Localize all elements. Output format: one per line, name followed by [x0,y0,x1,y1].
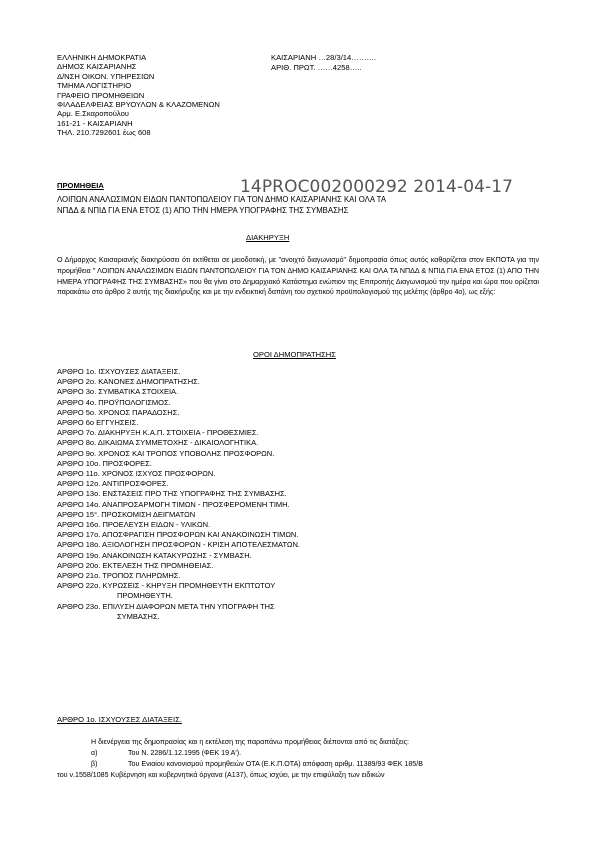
sender-block [57,53,220,138]
article-item: ΑΡΘΡΟ 23ο. ΕΠΙΛΥΣΗ ΔΙΑΦΟΡΩΝ ΜΕΤΑ ΤΗΝ ΥΠΟΓΡΑΦΗ ΤΗΣ [57,601,275,611]
intro-paragraph: Ο Δήμαρχος Καισαριανής διακηρύσσει ότι εκτίθεται σε μειοδοτική, με "ανοιχτό διαγωνισμό" δημοπρασία όπως αυτός καθορίζεται στον ΕΚΠΟΤΑ για την προμήθεια " ΛΟΙΠΩΝ ΑΝΑΛΩΣΙΜΩΝ ΕΙΔΩΝ ΠΑΝΤΟΠΩΛΕΙΟΥ ΓΙΑ ΤΟΝ ΔΗΜΟ ΚΑΙΣΑΡΙΑΝΗΣ ΚΑΙ ΟΛΑ ΤΑ ΝΠΔΔ & ΝΠΙΔ ΓΙΑ ΕΝΑ ΕΤΟΣ (1) ΑΠΟ ΤΗΝ ΗΜΕΡΑ ΥΠΟΓΡΑΦΗΣ ΤΗΣ ΣΥΜΒΑΣΗΣ» που θα γίνει στο Δημαρχιακό Κατάστημα ενώπιον της Επιτροπής Διαγωνισμού την ημέρα και ώρα που ορίζεται παρακάτω στο άρθρο 2 αυτής της διακήρυξης και με την ενδεικτική δαπάνη του σχετικού προϋπολογισμού της μελέτης (άρθρο 4ο), ως εξής: [57,256,539,297]
article-item: ΑΡΘΡΟ 20ο. ΕΚΤΕΛΕΣΗ ΤΗΣ ΠΡΟΜΗΘΕΙΑΣ. [57,560,214,570]
article-item: ΑΡΘΡΟ 18ο. ΑΞΙΟΛΟΓΗΣΗ ΠΡΟΣΦΟΡΩΝ - ΚΡΙΣΗ ΑΠΟΤΕΛΕΣΜΑΤΩΝ. [57,540,300,550]
article-item: ΑΡΘΡΟ 3ο. ΣΥΜΒΑΤΙΚΑ ΣΤΟΙΧΕΙΑ. [57,387,179,397]
section-1-item-marker: β) [91,760,98,768]
articles-list [57,367,300,622]
sender-line: 161-21 - ΚΑΙΣΑΡΙΑΝΗ [57,118,133,128]
article-item: ΑΡΘΡΟ 17ο. ΑΠΟΣΦΡΑΓΙΣΗ ΠΡΟΣΦΟΡΩΝ ΚΑΙ ΑΝΑΚΟΙΝΩΣΗ ΤΙΜΩΝ. [57,530,299,540]
article-item: ΑΡΘΡΟ 9ο. ΧΡΟΝΟΣ ΚΑΙ ΤΡΟΠΟΣ ΥΠΟΒΟΛΗΣ ΠΡΟΣΦΟΡΩΝ. [57,448,275,458]
article-item-continuation: ΣΥΜΒΑΣΗΣ. [117,611,160,621]
article-item: ΑΡΘΡΟ 1ο. ΙΣΧΥΟΥΣΕΣ ΔΙΑΤΑΞΕΙΣ. [57,367,181,376]
subject-line: ΝΠΔΔ & ΝΠΙΔ ΓΙΑ ΕΝΑ ΕΤΟΣ (1) ΑΠΟ ΤΗΝ ΗΜΕΡΑ ΥΠΟΓΡΑΦΗΣ ΤΗΣ ΣΥΜΒΑΣΗΣ [57,206,349,215]
article-item: ΑΡΘΡΟ 22ο. ΚΥΡΩΣΕΙΣ - ΚΗΡΥΞΗ ΠΡΟΜΗΘΕΥΤΗ ΕΚΠΤΩΤΟΥ [57,581,276,591]
sender-line: ΔΗΜΟΣ ΚΑΙΣΑΡΙΑΝΗΣ [57,62,137,72]
sender-line: ΓΡΑΦΕΙΟ ΠΡΟΜΗΘΕΙΩΝ [57,90,145,100]
registry-stamp: 14PROC002000292 2014-04-17 [240,177,514,197]
subject-line: ΛΟΙΠΩΝ ΑΝΑΛΩΣΙΜΩΝ ΕΙΔΩΝ ΠΑΝΤΟΠΩΛΕΙΟΥ ΓΙΑ ΤΟΝ ΔΗΜΟ ΚΑΙΣΑΡΙΑΝΗΣ ΚΑΙ ΟΛΑ ΤΑ [57,195,387,204]
article-item: ΑΡΘΡΟ 14ο. ΑΝΑΠΡΟΣΑΡΜΟΓΗ ΤΙΜΩΝ - ΠΡΟΣΦΕΡΟΜΕΝΗ ΤΙΜΗ. [57,499,290,509]
sender-line: ΤΜΗΜΑ ΛΟΓΙΣΤΗΡΙΟ [57,81,132,91]
article-item: ΑΡΘΡΟ 13ο. ΕΝΣΤΑΣΕΙΣ ΠΡΟ ΤΗΣ ΥΠΟΓΡΑΦΗΣ ΤΗΣ ΣΥΜΒΑΣΗΣ. [57,489,287,499]
document-label: ΠΡΟΜΗΘΕΙΑ [57,181,104,190]
article-item: ΑΡΘΡΟ 8ο. ΔΙΚΑΙΩΜΑ ΣΥΜΜΕΤΟΧΗΣ - ΔΙΚΑΙΟΛΟΓΗΤΙΚΑ. [57,438,259,448]
sender-line: Αρμ. Ε.Σκαροπούλου [57,109,129,119]
article-item: ΑΡΘΡΟ 6ο ΕΓΓΥΗΣΕΙΣ. [57,418,139,428]
place-date: ΚΑΙΣΑΡΙΑΝΗ …28/3/14………. [271,53,377,62]
article-item: ΑΡΘΡΟ 12ο. ΑΝΤΙΠΡΟΣΦΟΡΕΣ. [57,479,169,489]
sender-line: Δ/ΝΣΗ ΟΙΚΟΝ. ΥΠΗΡΕΣΙΩΝ [57,71,155,81]
article-item: ΑΡΘΡΟ 5ο. ΧΡΟΝΟΣ ΠΑΡΑΔΟΣΗΣ. [57,407,180,417]
section-1-intro: Η διενέργεια της δημοπρασίας και η εκτέλεση της παραπάνω προμήθειας διέπονται από τις διατάξεις: [91,738,409,746]
section-1-continuation: του ν.1558/1085 Κυβέρνηση και κυβερνητικά όργανα (Α137), όπως ισχύει, με την επιφύλαξη των ειδικών [57,771,385,779]
sender-line: ΤΗΛ. 210.7292601 έως 608 [57,128,151,138]
section-1-item-text: Του Ενιαίου κανονισμού προμηθειών ΟΤΑ (Ε.Κ.Π.ΟΤΑ) απόφαση αριθμ. 11389/93 ΦΕΚ 185/Β [128,760,423,768]
article-item: ΑΡΘΡΟ 16ο. ΠΡΟΕΛΕΥΣΗ ΕΙΔΩΝ - ΥΛΙΚΩΝ. [57,520,211,530]
article-item: ΑΡΘΡΟ 4ο. ΠΡΟΫΠΟΛΟΓΙΣΜΟΣ. [57,397,171,407]
article-item: ΑΡΘΡΟ 19ο. ΑΝΑΚΟΙΝΩΣΗ ΚΑΤΑΚΥΡΩΣΗΣ - ΣΥΜΒΑΣΗ. [57,550,252,560]
article-item: ΑΡΘΡΟ 11ο. ΧΡΟΝΟΣ ΙΣΧΥΟΣ ΠΡΟΣΦΟΡΩΝ. [57,469,216,479]
protocol-number: ΑΡΙΘ. ΠΡΩΤ. ……4258….. [271,63,362,72]
sender-line: ΦΙΛΑΔΕΛΦΕΙΑΣ ΒΡΥΟΥΛΩΝ & ΚΛΑΖΟΜΕΝΩΝ [57,100,220,110]
section-1-title: ΑΡΘΡΟ 1ο. ΙΣΧΥΟΥΣΕΣ ΔΙΑΤΑΞΕΙΣ. [57,715,182,724]
sender-line: ΕΛΛΗΝΙΚΗ ΔΗΜΟΚΡΑΤΙΑ [57,53,147,62]
article-item: ΑΡΘΡΟ 7ο. ΔΙΑΚΗΡΥΞΗ Κ.Α.Π. ΣΤΟΙΧΕΙΑ - ΠΡΟΘΕΣΜΙΕΣ. [57,428,259,438]
article-item-continuation: ΠΡΟΜΗΘΕΥΤΗ. [117,591,173,601]
article-item: ΑΡΘΡΟ 15°. ΠΡΟΣΚΟΜΙΣΗ ΔΕΙΓΜΑΤΩΝ [57,509,196,519]
article-item: ΑΡΘΡΟ 10ο. ΠΡΟΣΦΟΡΕΣ. [57,458,152,468]
declaration-title: ΔΙΑΚΗΡΥΞΗ [246,233,290,242]
terms-title: ΟΡΟΙ ΔΗΜΟΠΡΑΤΗΣΗΣ [253,350,336,359]
article-item: ΑΡΘΡΟ 21ο. ΤΡΟΠΟΣ ΠΛΗΡΩΜΗΣ. [57,571,181,581]
section-1-item-marker: α) [91,749,98,757]
article-item: ΑΡΘΡΟ 2ο. ΚΑΝΟΝΕΣ ΔΗΜΟΠΡΑΤΗΣΗΣ. [57,377,200,387]
section-1-item-text: Του Ν. 2286/1.12.1995 (ΦΕΚ 19 Α'). [128,749,242,757]
